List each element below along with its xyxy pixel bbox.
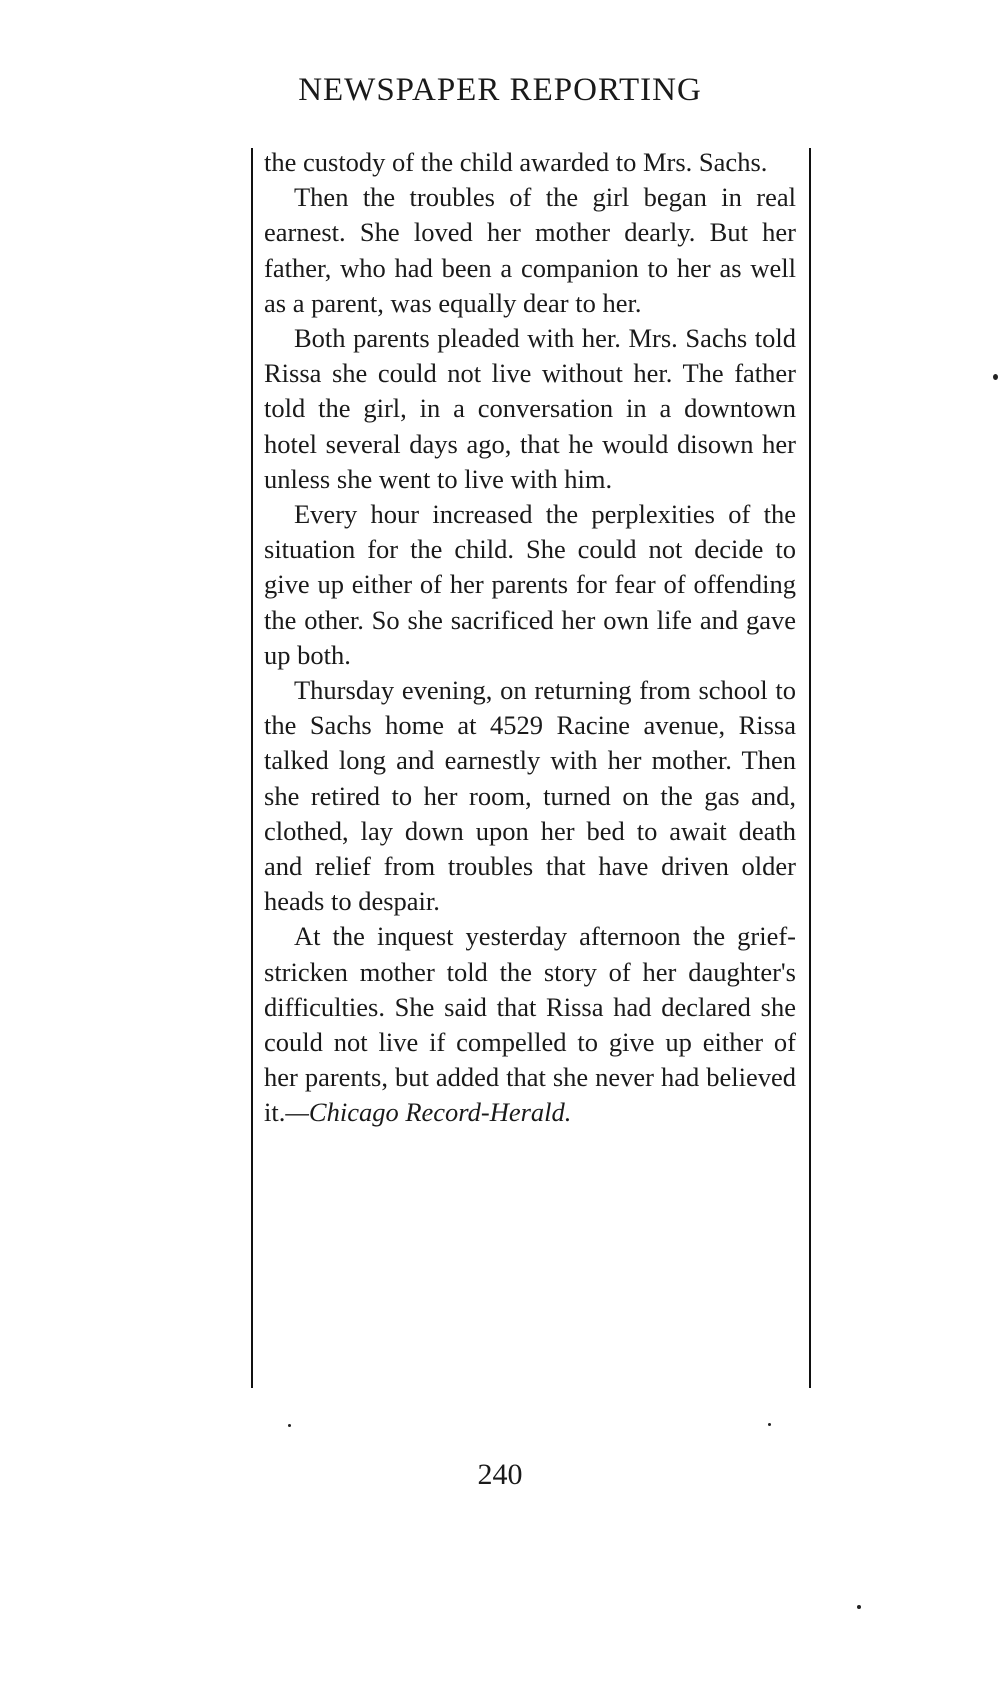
column-rule-left [251,148,253,1388]
article-column [264,145,796,1131]
scan-speck [857,1605,861,1609]
paragraph-1: the custody of the child awarded to Mrs. Sachs. [264,147,768,177]
scan-speck [993,374,998,380]
source-credit: —Chicago Record-Herald. [285,1097,572,1128]
paragraph-2: Then the troubles of the girl began in real earnest. She loved her mother dearly. But her father, who had been a companion to her as well as a parent, was equally dear to her. [264,182,796,318]
paragraph-6-text: At the inquest yesterday afternoon the grief-stricken mother told the story of her daughter's difficulties. She said that Rissa had declared she could not live if compelled to give up either of her parents, but added that she never had believed it. [264,921,796,1128]
paragraph-6 [264,919,796,1130]
page-number: 240 [477,1458,523,1491]
paragraph-3: Both parents pleaded with her. Mrs. Sachs told Rissa she could not live without her. The father told the girl, in a conversation in a downtown hotel several days ago, that he would disown her unless she went to live with him. [264,323,796,494]
paragraph-4: Every hour increased the perplexities of the situation for the child. She could not decide to give up either of her parents for fear of offending the other. So she sacrificed her own life and gave up both. [264,499,796,670]
running-head: NEWSPAPER REPORTING [298,72,702,108]
paragraph-5: Thursday evening, on returning from school to the Sachs home at 4529 Racine avenue, Rissa talked long and earnestly with her mother. Then she retired to her room, turned on the gas and, clothed, lay down upon her bed to await death and relief from troubles that have driven older heads to despair. [264,675,796,917]
column-rule-right [809,148,811,1388]
scan-speck [288,1424,291,1427]
scan-speck [768,1423,771,1426]
